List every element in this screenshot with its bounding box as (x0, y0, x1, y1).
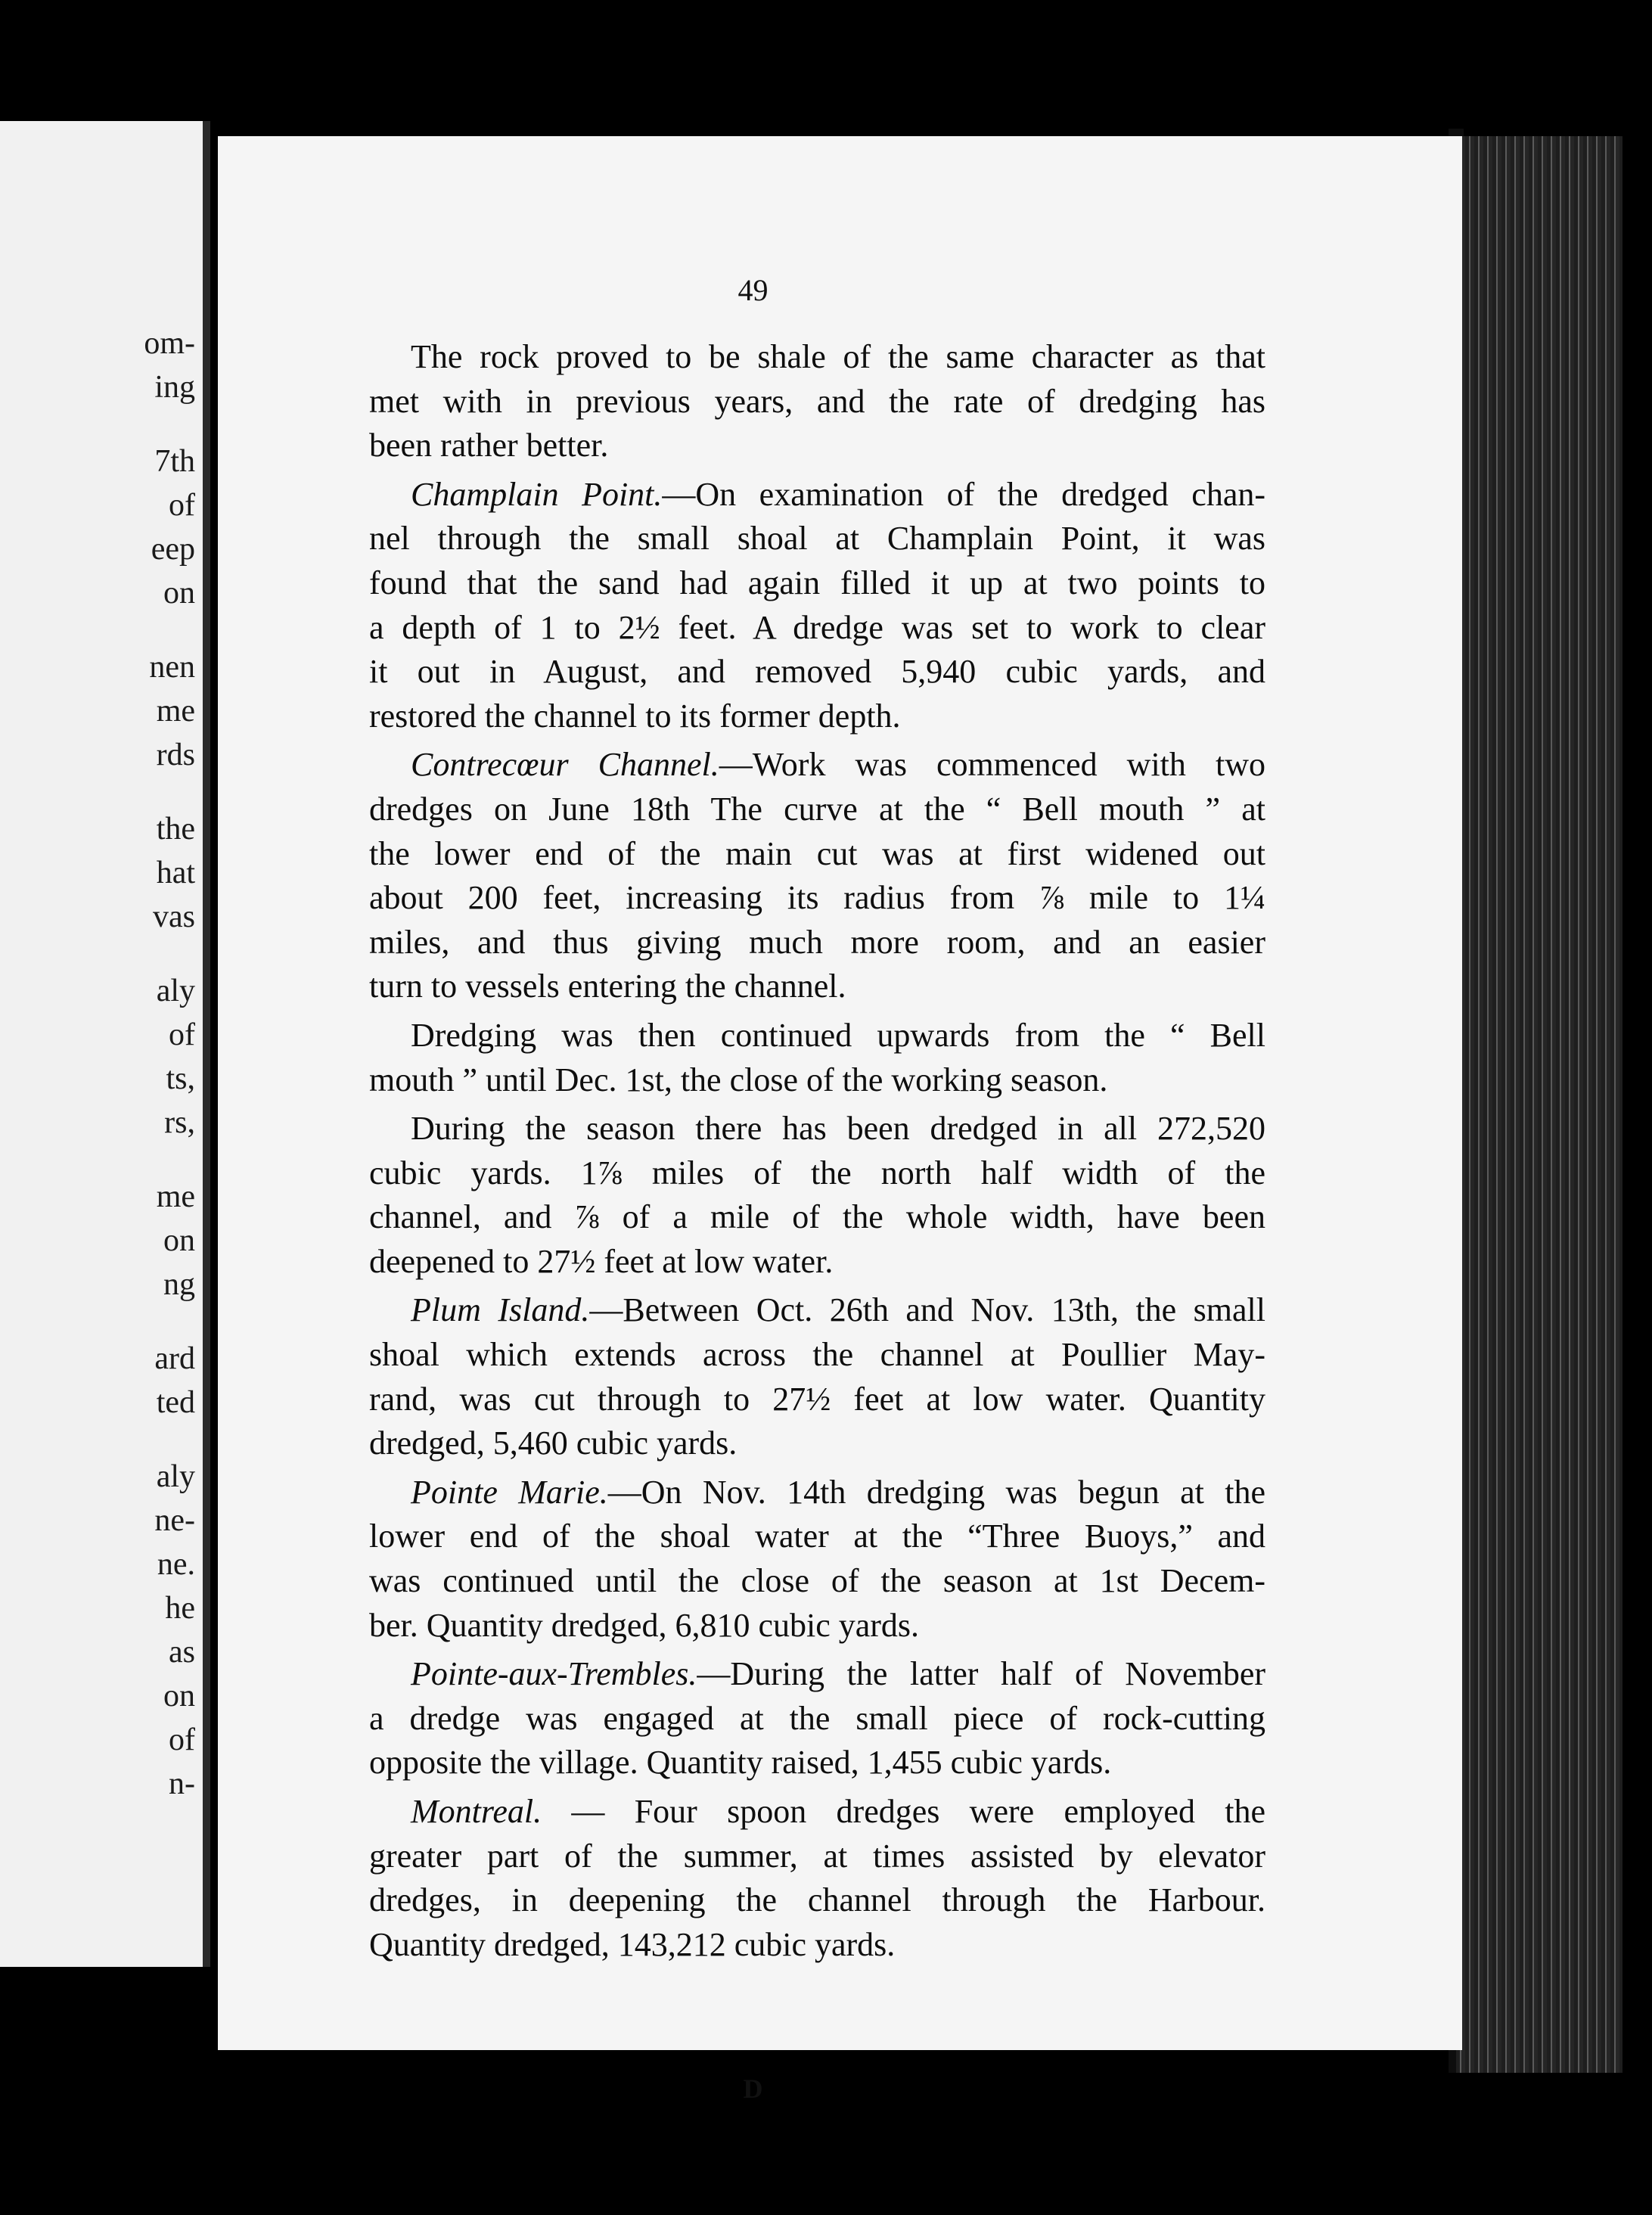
line-text: —Work was commenced with two (719, 746, 1265, 784)
left-page-fragment: om- (144, 326, 195, 361)
text-line (369, 876, 1265, 921)
line-text: —Between Oct. 26th and Nov. 13th, the small (589, 1291, 1265, 1329)
left-page-fragment: of (169, 488, 195, 523)
left-facing-page (0, 121, 210, 1967)
document-page (218, 136, 1462, 2104)
text-line (369, 650, 1265, 694)
left-page-fragment: on (163, 1223, 195, 1258)
signature-mark: D (743, 2074, 763, 2104)
section-heading: Montreal. (411, 1793, 542, 1830)
page-number: 49 (738, 273, 769, 307)
text-line (369, 1471, 1265, 1515)
text-line (369, 1014, 1265, 1058)
left-page-fragment: ted (156, 1385, 195, 1420)
line-text: mouth ” until Dec. 1st, the close of the working season. (369, 1061, 1108, 1098)
left-page-fragment: rds (156, 738, 195, 772)
left-page-fragment: rs, (164, 1105, 195, 1140)
text-line (369, 788, 1265, 832)
left-page-fragment (144, 1306, 195, 1337)
left-page-fragment (144, 409, 195, 440)
line-text: dredges on June 18th The curve at the “ Bell mouth ” at (369, 790, 1265, 828)
text-line (369, 606, 1265, 651)
text-line (369, 1378, 1265, 1422)
left-page-fragment: hat (156, 856, 195, 890)
text-line (369, 1790, 1265, 1834)
paragraph (369, 1014, 1265, 1102)
section-heading: Contrecœur Channel. (411, 746, 719, 784)
section-heading: Pointe-aux-Trembles. (411, 1655, 697, 1693)
line-text: shoal which extends across the channel at Poullier May- (369, 1336, 1265, 1374)
left-page-fragment: he (165, 1591, 195, 1626)
left-page-fragment: eep (151, 532, 195, 567)
text-line (369, 1923, 1265, 1968)
line-text: it out in August, and removed 5,940 cubic yards, and (369, 653, 1265, 691)
line-text: been rather better. (369, 427, 609, 464)
line-text: turn to vessels entering the channel. (369, 968, 846, 1005)
left-page-fragment: as (169, 1635, 195, 1670)
text-line (369, 335, 1265, 380)
left-page-fragment: ard (154, 1341, 195, 1376)
left-page-fragment: nen (149, 650, 195, 685)
line-text: Quantity dredged, 143,212 cubic yards. (369, 1925, 896, 1963)
section-heading: Plum Island. (411, 1291, 590, 1329)
left-page-fragment (144, 1424, 195, 1455)
line-text: The rock proved to be shale of the same character as that (411, 338, 1265, 375)
left-page-fragment: on (163, 576, 195, 610)
line-text: met with in previous years, and the rate of dredging has (369, 382, 1265, 420)
left-page-fragment: the (156, 812, 195, 847)
line-text: the lower end of the main cut was at first widened out (369, 834, 1265, 872)
section-heading: Pointe Marie. (411, 1473, 608, 1511)
left-page-fragment (144, 939, 195, 969)
book-page-edges (1456, 136, 1622, 2073)
line-text: channel, and ⅞ of a mile of the whole width, have been (369, 1198, 1265, 1236)
left-page-fragment: vas (153, 899, 195, 934)
line-text: During the season there has been dredged in all 272,520 (411, 1110, 1265, 1148)
text-line (369, 1559, 1265, 1604)
paragraph (369, 1790, 1265, 1967)
line-text: Dredging was then continued upwards from the “ Bell (411, 1016, 1265, 1054)
left-page-fragment: me (156, 1179, 195, 1214)
left-page-fragment: ne. (157, 1547, 195, 1582)
text-line (369, 561, 1265, 606)
left-page-fragment (144, 615, 195, 645)
line-text: restored the channel to its former depth. (369, 697, 901, 735)
text-line (369, 1604, 1265, 1648)
paragraph (369, 335, 1265, 468)
left-page-text-fragments (144, 322, 195, 1806)
text-line (369, 1697, 1265, 1741)
line-text: — Four spoon dredges were employed the (542, 1793, 1265, 1830)
line-text: rand, was cut through to 27½ feet at low water. Quantity (369, 1380, 1265, 1418)
line-text: a dredge was engaged at the small piece of rock-cutting (369, 1699, 1265, 1737)
left-page-fragment: ng (163, 1267, 195, 1302)
text-line (369, 1878, 1265, 1923)
text-line (369, 1058, 1265, 1103)
left-page-fragment (144, 1145, 195, 1175)
text-line (369, 1834, 1265, 1879)
text-line (369, 1741, 1265, 1785)
line-text: lower end of the shoal water at the “Three Buoys,” and (369, 1518, 1265, 1555)
body-text (369, 335, 1265, 1971)
left-page-fragment: aly (156, 1459, 195, 1494)
text-line (369, 1333, 1265, 1378)
left-page-fragment: n- (169, 1766, 195, 1801)
left-page-fragment: of (169, 1017, 195, 1052)
line-text: found that the sand had again filled it up at two points to (369, 564, 1265, 601)
text-line (369, 743, 1265, 788)
line-text: dredged, 5,460 cubic yards. (369, 1424, 738, 1462)
line-text: about 200 feet, increasing its radius from ⅞ mile to 1¼ (369, 879, 1265, 917)
paragraph (369, 473, 1265, 739)
line-text: opposite the village. Quantity raised, 1,455 cubic yards. (369, 1744, 1112, 1782)
line-text: —During the latter half of November (697, 1655, 1265, 1693)
left-page-fragment: on (163, 1679, 195, 1713)
paragraph (369, 1288, 1265, 1465)
text-line (369, 1195, 1265, 1240)
paragraph (369, 1471, 1265, 1648)
line-text: cubic yards. 1⅞ miles of the north half width of the (369, 1154, 1265, 1191)
line-text: miles, and thus giving much more room, and an easier (369, 923, 1265, 961)
text-line (369, 965, 1265, 1009)
left-page-fragment (144, 777, 195, 807)
left-page-fragment: 7th (154, 444, 195, 479)
text-line (369, 473, 1265, 517)
paragraph (369, 743, 1265, 1009)
text-line (369, 1288, 1265, 1333)
text-line (369, 1107, 1265, 1151)
section-heading: Champlain Point. (411, 475, 663, 513)
paragraph (369, 1107, 1265, 1284)
line-text: greater part of the summer, at times assisted by elevator (369, 1837, 1265, 1875)
line-text: a depth of 1 to 2½ feet. A dredge was set to work to clear (369, 608, 1265, 646)
line-text: was continued until the close of the season at 1st Decem- (369, 1562, 1265, 1600)
text-line (369, 921, 1265, 965)
text-line (369, 380, 1265, 424)
line-text: dredges, in deepening the channel through the Harbour. (369, 1881, 1265, 1919)
text-line (369, 424, 1265, 468)
left-page-fragment: of (169, 1723, 195, 1757)
text-line (369, 1652, 1265, 1697)
left-page-fragment: aly (156, 974, 195, 1008)
line-text: nel through the small shoal at Champlain Point, it was (369, 520, 1265, 558)
text-line (369, 694, 1265, 739)
line-text: —On Nov. 14th dredging was begun at the (607, 1473, 1265, 1511)
paragraph (369, 1652, 1265, 1785)
text-line (369, 517, 1265, 561)
left-page-fragment: ne- (154, 1503, 195, 1538)
text-line (369, 832, 1265, 877)
text-line (369, 1514, 1265, 1559)
left-page-fragment: me (156, 694, 195, 728)
text-line (369, 1240, 1265, 1285)
left-page-fragment: ts, (166, 1061, 195, 1096)
text-line (369, 1421, 1265, 1466)
line-text: —On examination of the dredged chan- (662, 475, 1265, 513)
line-text: ber. Quantity dredged, 6,810 cubic yards. (369, 1606, 920, 1644)
text-line (369, 1151, 1265, 1196)
line-text: deepened to 27½ feet at low water. (369, 1242, 834, 1280)
left-page-fragment: ing (154, 370, 195, 405)
